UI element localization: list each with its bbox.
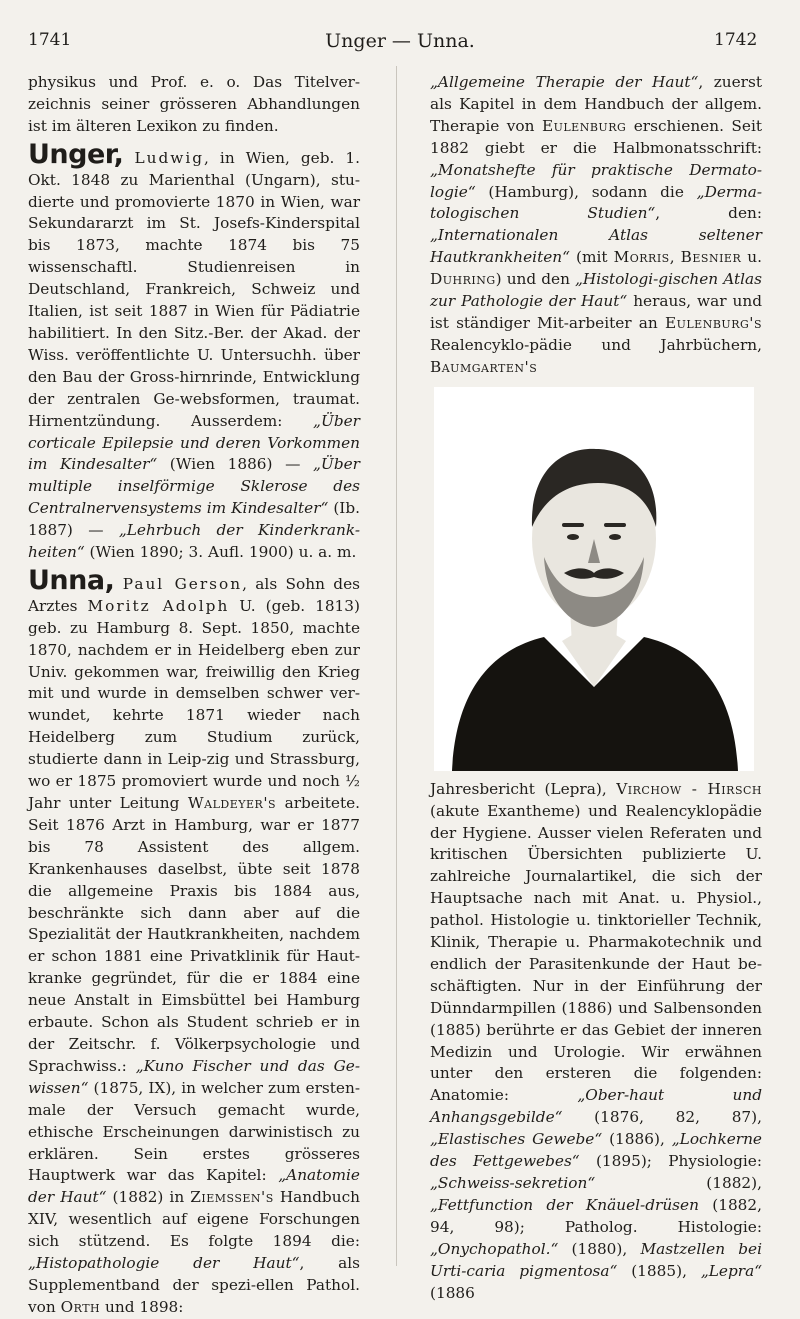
text-run: „Schweiss-sekretion“ xyxy=(430,1174,596,1192)
text-run: ) und den xyxy=(495,270,575,289)
text-run: „Elastisches Gewebe“ xyxy=(430,1130,603,1149)
text-run: Handbuch XIV, wesentlich auf eigene Forschungen sich stützend. Es folgte 1894 die: xyxy=(28,1188,360,1251)
text-run: Ziemssen's xyxy=(190,1188,274,1207)
text-run: Eulenburg xyxy=(541,116,627,135)
text-run: , als Supplementband der spezi-ellen Pathol. von xyxy=(28,1254,360,1316)
entry-unger xyxy=(28,138,361,564)
text-run: „Über multiple inselförmige Sklerose des Centralnervensystems im Kindesalter“ xyxy=(28,455,360,518)
text-run: erschienen. Seit 1882 giebt er die Halbmonatsschrift: xyxy=(430,116,762,157)
text-run xyxy=(123,149,134,167)
text-run: (1895); Physiologie: xyxy=(579,1152,763,1171)
text-run: u. xyxy=(741,248,762,267)
text-run: (1876, 82, 87), xyxy=(562,1108,762,1127)
text-run: Virchow - Hirsch xyxy=(616,779,762,798)
paragraph-physikus xyxy=(28,72,360,138)
text-run: „Fettfunction der Knäuel-drüsen xyxy=(430,1195,699,1214)
text-run: physikus und Prof. e. o. Das Titelver-zeichnis seiner grösseren Abhandlungen ist im älteren Lexikon zu finden. xyxy=(28,73,360,135)
text-run: , zuerst als Kapitel in dem Handbuch der allgem. Therapie von xyxy=(430,73,762,135)
text-run: (1886), xyxy=(602,1130,672,1149)
entry-heading: Unna, xyxy=(28,564,115,596)
entry-unna xyxy=(28,564,361,1319)
text-run: „Histopathologie der Haut“ xyxy=(28,1254,300,1273)
portrait-unna xyxy=(434,387,754,771)
text-run: Jahresbericht (Lepra), xyxy=(430,779,617,798)
text-run: (1882, 94, 98); Patholog. Histologie: xyxy=(430,1195,763,1236)
text-run: heraus, war und ist ständiger Mit-arbeiter an xyxy=(430,292,762,332)
text-run: (mit xyxy=(569,248,614,267)
text-run: Orth xyxy=(60,1297,101,1316)
text-run: arbeitete. Seit 1876 Arzt in Hamburg, war er 1877 bis 78 Assistent des allgem. Krankenhauses daselbst, übte seit 1878 die allgemeine Praxis bis 1884 aus, beschränkte sich dann aber auf die Spezialität der Hautkrankheiten, nachdem er schon 1881 eine Privatklinik für Haut-kranke gegründet, für die er 1884 eine neue Anstalt in Eimsbüttel bei Hamburg erbaute. Schon als Student schrieb er in der Zeitschr. f. Völkerpsychologie und Sprachwiss.: xyxy=(28,794,361,1075)
text-run: „Kuno Fischer und das Ge-wissen“ xyxy=(28,1056,361,1097)
text-run: (akute Exantheme) und Realencyklopädie der Hygiene. Ausser vielen Referaten und kritischen Übersichten publizierte U. zahlreiche Journalartikel, die sich der Hauptsache nach mit Anat. u. Physiol., pathol. Histologie u. tinktorieller Technik, Klinik, Therapie u. Pharmakotechnik und endlich der Parasitenkunde der Haut be-schäftigten. Nur in der Einführung der Dünndarmpillen (1886) und Salbensonden (1885) berührte er das Gebiet der inneren Medizin und Urologie. Wir erwähnen unter den ersteren die folgenden: Anatomie: xyxy=(430,801,762,1105)
running-title: Unger — Unna. xyxy=(325,30,475,52)
column-divider xyxy=(396,66,397,1266)
text-run: „Monatshefte für praktische Dermato-logie“ xyxy=(430,160,762,201)
entry-unna-continued xyxy=(430,72,762,379)
text-run: Paul Gerson xyxy=(122,574,243,593)
page-header xyxy=(0,0,800,60)
text-run: und 1898: xyxy=(100,1297,184,1316)
text-run: „Derma-tologischen Studien“ xyxy=(430,182,762,223)
entry-heading: Unger, xyxy=(28,138,124,170)
text-run: , den: xyxy=(655,204,762,223)
text-run: (Hamburg), sodann die xyxy=(475,182,697,201)
text-run: „Über corticale Epilepsie und deren Vorkommen im Kindesalter“ xyxy=(28,411,360,474)
text-run: (1885), xyxy=(617,1261,701,1280)
text-run: Waldeyer's xyxy=(187,794,277,812)
page-number-left: 1741 xyxy=(28,30,72,50)
text-run: (1875, IX), in welcher zum ersten-male der Versuch gemacht wurde, ethische Erscheinungen darwinistisch zu erklären. Sein erstes grösseres Hauptwerk war das Kapitel: xyxy=(28,1078,360,1185)
entry-unna-continued-2 xyxy=(430,779,762,1305)
text-run: „Anatomie der Haut“ xyxy=(28,1166,360,1207)
text-run: (1882) in xyxy=(106,1188,191,1207)
text-run xyxy=(114,575,122,593)
text-run: (Wien 1890; 3. Aufl. 1900) u. a. m. xyxy=(84,543,357,562)
text-run: „Internationalen Atlas seltener Hautkrankheiten“ xyxy=(430,226,762,267)
text-run: , in Wien, geb. 1. Okt. 1848 zu Marienthal (Ungarn), stu-dierte und promovierte 1870 in Wien, war Sekundararzt im St. Josefs-Kinderspital bis 1873, machte 1874 bis 75 wissenschaftl. Studienreisen in Deutschland, Frankreich, Schweiz und Italien, ist seit 1887 in Wien für Pädiatrie habilitiert. In den Sitz.-Ber. der Akad. der Wiss. veröffentlichte U. Untersuchh. über den Bau der Gross-hirnrinde, Entwicklung der zentralen Ge-websformen, traumat. Hirnentzündung. Ausserdem: xyxy=(28,148,360,430)
text-run: „Lochkerne des Fettgewebes“ xyxy=(430,1130,762,1171)
text-run: „Lehrbuch der Kinderkrank-heiten“ xyxy=(28,521,360,562)
left-column xyxy=(28,72,360,1319)
right-column xyxy=(430,72,762,1304)
text-run: (Wien 1886) — xyxy=(157,455,313,474)
text-run: , xyxy=(669,248,681,267)
text-run: (1886 xyxy=(430,1283,475,1302)
text-run: Moritz Adolph xyxy=(87,596,230,615)
text-run: „Lepra“ xyxy=(700,1261,763,1280)
text-run: (1880), xyxy=(558,1239,641,1258)
text-run: Realencyklo-pädie und Jahrbüchern, xyxy=(430,335,762,354)
text-run: „Histologi-gischen Atlas zur Pathologie der Haut“ xyxy=(430,270,762,311)
text-run: , als Sohn des Arztes xyxy=(28,574,360,615)
text-run: (Ib. 1887) — xyxy=(28,499,361,540)
text-run: Duhring xyxy=(430,270,496,289)
text-run: „Ober-haut und Anhangsgebilde“ xyxy=(430,1086,762,1127)
text-run: Mastzellen bei Urti-caria pigmentosa“ xyxy=(430,1239,763,1280)
text-run: (1882), xyxy=(595,1174,762,1192)
text-run: Besnier xyxy=(680,248,742,267)
text-run: Baumgarten's xyxy=(430,357,538,376)
text-run: U. (geb. 1813) geb. zu Hamburg 8. Sept. 1850, machte 1870, nachdem er in Heidelberg eben zur Univ. gekommen war, freiwillig den Krieg mit und wurde in demselben schwer ver-wundet, kehrte 1871 wieder nach Heidelberg zum Studium zurück, studierte dann in Leip-zig und Strassburg, wo er 1875 promoviert wurde und noch ½ Jahr unter Leitung xyxy=(28,596,360,812)
page-number-right: 1742 xyxy=(714,30,758,50)
text-run: Morris xyxy=(613,248,670,267)
text-run: „Allgemeine Therapie der Haut“ xyxy=(430,73,699,91)
text-run: Eulenburg's xyxy=(664,313,762,332)
text-run: Ludwig xyxy=(134,148,205,167)
text-run: „Onychopathol.“ xyxy=(430,1239,559,1258)
